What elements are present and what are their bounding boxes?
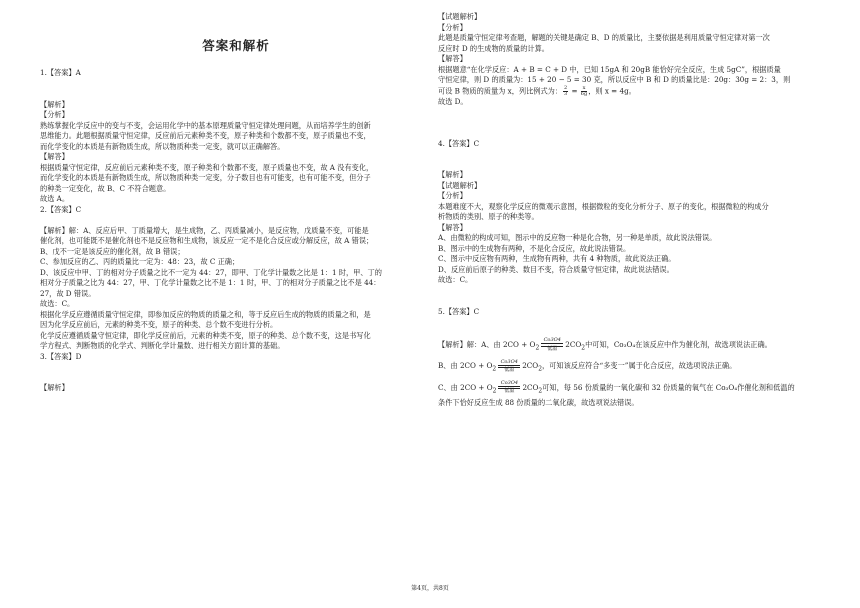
reaction-arrow: Co3O4 低温 [498,360,520,373]
q4-option-d: D、反应前后原子的种类、数目不变，符合质量守恒定律，故此说法错误。 [438,264,674,274]
q1-choice: 故选 A。 [40,194,70,203]
q2-line: 故选：C。 [40,299,75,308]
q1-jieda-label: 【解答】 [40,152,69,161]
fraction-x-6g: $\frac{x}{6g}$ [580,84,588,97]
q4-jiexi-label: 【解析】 [438,170,467,179]
q3-jieda-label: 【解答】 [438,54,467,63]
fraction-2-3: $\frac{2}{3}$ [564,84,568,97]
page-title: 答案和解析 [202,38,270,53]
q3-result-text: ，则 x = 4g。 [588,86,636,95]
q4-option-b: B、图示中的生成物有两种，不是化合反应，故此说法错误。 [438,243,631,253]
q1-analysis-line: 熟练掌握化学反应中的变与不变，会运用化学中的基本原理质量守恒定律处理问题，从而培养学生的创新 [40,120,371,130]
q3-proportion-line [438,86,830,97]
q1-jiexi-label: 【解析】 [40,99,69,109]
q3-analysis-line: 此题是质量守恒定律考查题，解题的关键是确定 B、D 的质量比，主要依据是利用质量守恒定律对第一次 [438,33,770,42]
q3-choice: 故选 D。 [438,96,468,106]
q1-solution-line: 的种类一定变化，故 B、C 不符合题意。 [40,183,171,193]
reaction-arrow: Co3O4 低温 [498,381,520,394]
q2-line: 催化剂，也可能既不是催化剂也不是反应物和生成物，该反应一定不是化合反应或分解反应，故 A 错误； [40,236,374,245]
q2-line: 27，故 D 错误。 [40,288,96,298]
q4-answer: 4.【答案】C [438,138,480,148]
q3-answer: 3.【答案】D [40,351,82,361]
reaction-arrow: Co3O4 低温 [541,338,563,351]
q5-option-a: 【解析】解：A、由 $2CO + O_2$ Co3O4 低温 $2CO_2$中可知，Co₃O₄在该反应中作为催化剂，故选项说法正确。 [438,337,772,352]
page-footer: 第4页，共8页 [411,585,449,592]
q4-fenxi-label: 【分析】 [438,191,467,200]
q1-analysis-line: 思维能力。此题根据质量守恒定律，反应前后元素种类不变，原子种类和个数都不变，原子质量也不变， [40,131,371,140]
q4-option-a: A、由微粒的构成可知，图示中的反应物一种是化合物，另一种是单质，故此说法错误。 [438,233,717,242]
q1-solution-line: 而化学变化的本质是有新物质生成，所以物质种类一定变，分子数目也有可能变，也有可能不变，但分子 [40,173,371,182]
q1-answer: 1.【答案】A [40,68,81,77]
q5-answer: 5.【答案】C [438,306,480,316]
q2-line: 【解析】解：A、反应后甲、丁质量增大，是生成物，乙、丙质量减小，是反应物，戊质量不变，可能是 [40,225,369,235]
q2-line: 化学反应遵循质量守恒定律，即化学反应前后，元素的种类不变，原子的种类、总个数不变，这是书写化 [40,330,371,340]
q5-option-b: B、由 $2CO + O_2$ Co3O4 低温 $2CO_2$，可知该反应符合“多变一”属于化合反应，故选项说法正确。 [438,358,737,374]
right-column [438,0,830,409]
q5-option-c: C、由 $2CO + O_2$ Co3O4 低温 $2CO_2$可知，每 56 份质量的一氧化碳和 32 份质量的氧气在 Co₃O₄作催化剂和低温的 [438,380,795,395]
q2-line: 相对分子质量之比为 44：27，甲、丁化学计量数之比不是 1：1 时，甲、丁的相对分子质量之比不是 44： [40,278,381,287]
q3-analysis-line: 反应时 D 的生成物的质量的计算。 [438,43,549,53]
equals-sign: = [569,86,580,95]
q3-solution-line: 守恒定律，则 D 的质量为：15 + 20 − 5 = 30 克，所以反应中 B 和 D 的质量比是：20g：30g = 2：3，则 [438,75,791,84]
q4-analysis-line: 析物质的类别、原子的种类等。 [438,212,539,221]
q2-line: 根据化学反应遵循质量守恒定律，即参加反应的物质的质量之和，等于反应后生成的物质的质量之和，是 [40,309,371,319]
left-column [40,0,432,394]
q3-proportion-text: 可设 B 物质的质量为 x，列比例式为： [438,86,563,95]
q2-answer: 2.【答案】C [40,204,82,214]
q1-analysis-line: 而化学变化的本质是有新物质生成，所以物质种类一定变，就可以正确解答。 [40,141,285,151]
q4-choice: 故选：C。 [438,275,473,284]
q2-line: C、参加反应的乙、丙的质量比一定为：48：23，故 C 正确； [40,257,240,266]
q3-jiexi-label: 【解析】 [40,383,69,392]
q3-fenxi-label: 【分析】 [438,22,467,32]
q3-solution-line: 根据题意“在化学反应：A + B = C + D 中，已知 15gA 和 20gB 能恰好完全反应，生成 5gC”，根据质量 [438,64,781,74]
q2-line: 因为化学反应前后，元素的种类不变，原子的种类、总个数不变进行分析。 [40,320,278,329]
q4-option-c: C、图示中反应物有两种，生成物有两种，共有 4 种物质，故此说法正确。 [438,254,676,263]
q2-line: B、戊不一定是该反应的催化剂，故 B 错误； [40,246,185,256]
q2-line: 学方程式、判断物质的化学式、判断化学计量数、进行相关方面计算的基础。 [40,341,285,350]
q1-solution-line: 根据质量守恒定律，反应前后元素种类不变，原子种类和个数都不变，原子质量也不变，故 A 没有变化， [40,162,374,172]
q1-fenxi-label: 【分析】 [40,110,69,119]
q5-option-c-cont: 条件下恰好反应生成 88 份质量的二氧化碳，故选项说法错误。 [438,398,639,408]
q4-shiti-label: 【试题解析】 [438,180,482,190]
q2-line: D、该反应中甲、丁的相对分子质量之比不一定为 44：27，即甲、丁化学计量数之比是 1：1 时，甲、丁的 [40,267,382,277]
q3-shiti-label: 【试题解析】 [438,12,482,21]
q4-jieda-label: 【解答】 [438,222,467,232]
q4-analysis-line: 本题难度不大，观察化学反应的微观示意图，根据微粒的变化分析分子、原子的变化，根据微粒的构成分 [438,201,769,211]
